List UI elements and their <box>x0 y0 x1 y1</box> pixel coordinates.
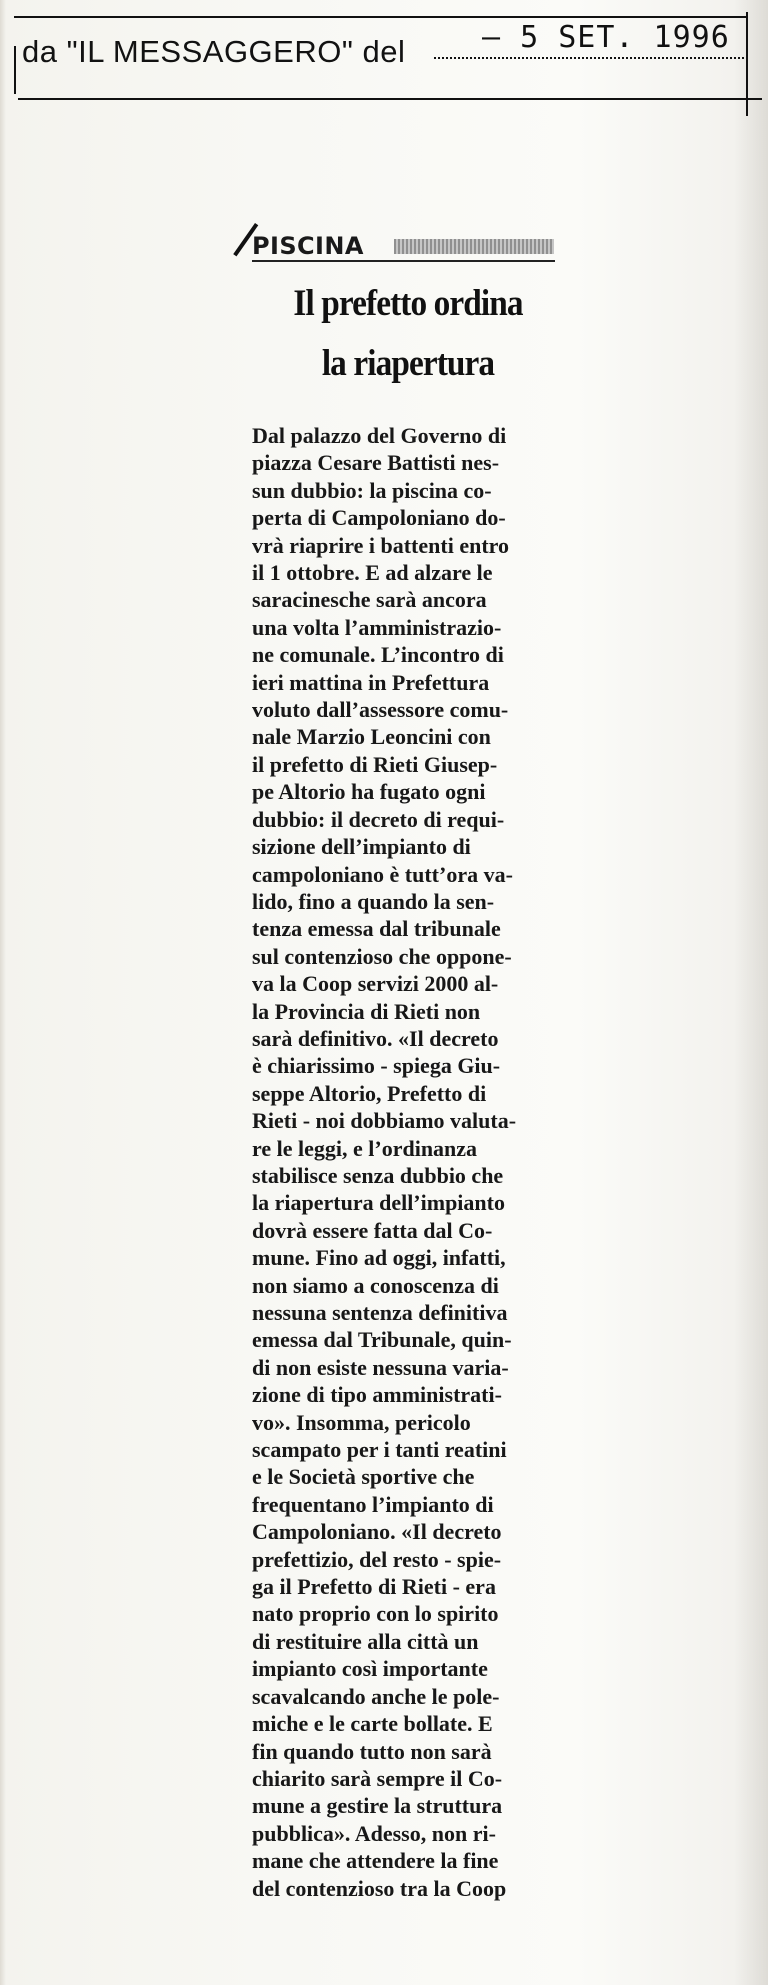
article-headline <box>264 274 552 394</box>
publication-date: – 5 SET. 1996 <box>482 20 730 55</box>
body-line: vo». Insomma, pericolo <box>252 1409 471 1435</box>
newspaper-article <box>248 226 598 1976</box>
body-line: di restituire alla città un <box>252 1628 479 1654</box>
section-rubric <box>252 228 562 258</box>
body-line: voluto dall’assessore comu- <box>252 697 509 723</box>
stamp-left-rule <box>14 46 16 94</box>
body-line: lido, fino a quando la sen- <box>252 888 495 914</box>
stamp-top-rule <box>14 16 748 18</box>
body-line: mune a gestire la struttura <box>252 1793 503 1819</box>
body-line: sizione dell’impianto di <box>252 834 471 860</box>
body-line: dubbio: il decreto di requi- <box>252 806 505 832</box>
body-line: del contenzioso tra la Coop <box>252 1875 507 1901</box>
body-line: seppe Altorio, Prefetto di <box>252 1080 487 1106</box>
article-body <box>252 422 592 1902</box>
body-line: chiarito sarà sempre il Co- <box>252 1765 503 1791</box>
body-line: di non esiste nessuna varia- <box>252 1354 509 1380</box>
body-line: perta di Campoloniano do- <box>252 505 506 531</box>
body-line: miche e le carte bollate. E <box>252 1711 493 1737</box>
rubric-pattern-bar <box>394 239 554 254</box>
body-line: ga il Prefetto di Rieti - era <box>252 1574 496 1600</box>
body-line: pe Altorio ha fugato ogni <box>252 779 486 805</box>
body-line: zione di tipo amministrati- <box>252 1382 502 1408</box>
body-line: è chiarissimo - spiega Giu- <box>252 1053 501 1079</box>
body-line: Dal palazzo del Governo di <box>252 423 507 448</box>
body-line: scampato per i tanti reatini <box>252 1437 507 1463</box>
body-line: il prefetto di Rieti Giusep- <box>252 751 498 777</box>
rubric-underline <box>252 260 555 262</box>
body-line: sun dubbio: la piscina co- <box>252 477 492 503</box>
headline-line-2: la riapertura <box>321 343 495 384</box>
paper-right-shadow <box>734 0 768 1985</box>
body-line: mane che attendere la fine <box>252 1848 499 1874</box>
body-line: prefettizio, del resto - spie- <box>252 1546 502 1572</box>
body-line: Campoloniano. «Il decreto <box>252 1519 502 1545</box>
headline-line-1: Il prefetto ordina <box>293 283 523 324</box>
body-line: una volta l’amministrazio- <box>252 614 502 640</box>
body-line: non siamo a conoscenza di <box>252 1272 499 1298</box>
body-line: nale Marzio Leoncini con <box>252 724 491 750</box>
body-line: nessuna sentenza definitiva <box>252 1300 508 1325</box>
body-line: pubblica». Adesso, non ri- <box>252 1820 496 1846</box>
body-line: campoloniano è tutt’ora va- <box>252 861 513 887</box>
body-line: la riapertura dell’impianto <box>252 1190 505 1216</box>
body-line: sarà definitivo. «Il decreto <box>252 1025 499 1051</box>
body-line: Rieti - noi dobbiamo valuta- <box>252 1108 517 1134</box>
body-line: mune. Fino ad oggi, infatti, <box>252 1245 506 1271</box>
body-line: emessa dal Tribunale, quin- <box>252 1327 512 1353</box>
body-line: e le Società sportive che <box>252 1464 475 1490</box>
body-line: vrà riaprire i battenti entro <box>252 532 510 558</box>
section-label: PISCINA <box>252 232 364 260</box>
body-line: nato proprio con lo spirito <box>252 1601 499 1627</box>
body-line: frequentano l’impianto di <box>252 1491 494 1517</box>
body-line: scavalcando anche le pole- <box>252 1683 500 1709</box>
stamp-bottom-rule <box>18 98 762 100</box>
body-line: piazza Cesare Battisti nes- <box>252 450 500 476</box>
body-line: stabilisce senza dubbio che <box>252 1162 504 1188</box>
body-line: impianto così importante <box>252 1656 488 1682</box>
body-line: la Provincia di Rieti non <box>252 998 481 1024</box>
body-line: ne comunale. L’incontro di <box>252 642 504 668</box>
stamp-right-rule <box>746 12 748 116</box>
newspaper-source: da "IL MESSAGGERO" del <box>22 34 406 69</box>
body-line: saracinesche sarà ancora <box>252 587 487 613</box>
source-stamp <box>14 10 762 108</box>
body-line: il 1 ottobre. E ad alzare le <box>252 560 493 586</box>
body-line: sul contenzioso che oppone- <box>252 943 512 969</box>
body-line: dovrà essere fatta dal Co- <box>252 1217 493 1243</box>
paper-left-edge <box>0 0 6 1985</box>
dotted-date-line <box>434 57 744 59</box>
body-line: re le leggi, e l’ordinanza <box>252 1135 478 1161</box>
body-line: ieri mattina in Prefettura <box>252 669 490 695</box>
body-line: tenza emessa dal tribunale <box>252 916 501 942</box>
body-line: fin quando tutto non sarà <box>252 1738 492 1764</box>
body-line: va la Coop servizi 2000 al- <box>252 971 499 997</box>
